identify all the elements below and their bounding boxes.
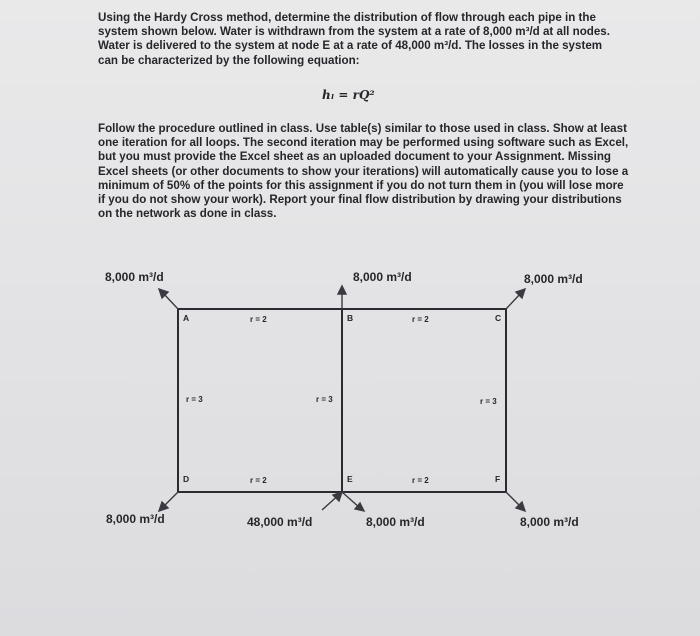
pipe-label-EF: r = 2 [412, 476, 429, 485]
intro-line: can be characterized by the following equation: [98, 53, 360, 67]
flow-label-A: 8,000 m³/d [105, 270, 164, 284]
intro-line: Using the Hardy Cross method, determine the distribution of flow through each pipe in the [98, 11, 596, 24]
intro-line: system shown below. Water is withdrawn from the system at a rate of 8,000 m³/d at all nodes. [98, 25, 610, 39]
node-label-D: D [183, 474, 190, 484]
instruction-line: if you do not show your work). Report your final flow distribution by drawing your distributions [98, 193, 622, 207]
flow-label-C: 8,000 m³/d [524, 272, 583, 286]
pipe-label-CF: r = 3 [480, 397, 497, 406]
intro-line: Water is delivered to the system at node E at a rate of 48,000 m³/d. The losses in the system [98, 39, 603, 53]
instruction-line: one iteration for all loops. The second iteration may be performed using software such as Excel, [98, 136, 629, 150]
flow-label-D: 8,000 m³/d [106, 512, 165, 526]
node-label-A: A [183, 313, 190, 323]
node-label-E: E [347, 474, 353, 484]
flow-label-F: 8,000 m³/d [520, 515, 579, 529]
pipe-label-BE: r = 3 [316, 395, 333, 404]
instruction-line: but you must provide the Excel sheet as an uploaded document to your Assignment. Missing [98, 150, 611, 164]
pipe-label-AB: r = 2 [250, 315, 267, 324]
flow-label-E: 48,000 m³/d [247, 515, 313, 529]
instruction-line: Excel sheets (or other documents to show your iterations) will automatically cause you to lose a [98, 164, 629, 178]
pipe-label-BC: r = 2 [412, 315, 429, 324]
pipe-label-DE: r = 2 [250, 476, 267, 485]
flow-label-E-out: 8,000 m³/d [366, 515, 425, 529]
arrowhead-B [338, 286, 346, 294]
node-label-C: C [495, 313, 502, 323]
instruction-line: Follow the procedure outlined in class. Use table(s) similar to those used in class. Show at least [98, 122, 627, 135]
node-label-F: F [495, 474, 501, 484]
pipe-label-AD: r = 3 [186, 395, 203, 404]
flow-label-B: 8,000 m³/d [353, 270, 412, 284]
instruction-line: minimum of 50% of the points for this assignment if you do not turn them in (you will lose more [98, 178, 624, 192]
node-label-B: B [347, 313, 354, 323]
instruction-line: on the network as done in class. [98, 207, 277, 221]
head-loss-equation: hₗ = rQ² [322, 88, 375, 102]
